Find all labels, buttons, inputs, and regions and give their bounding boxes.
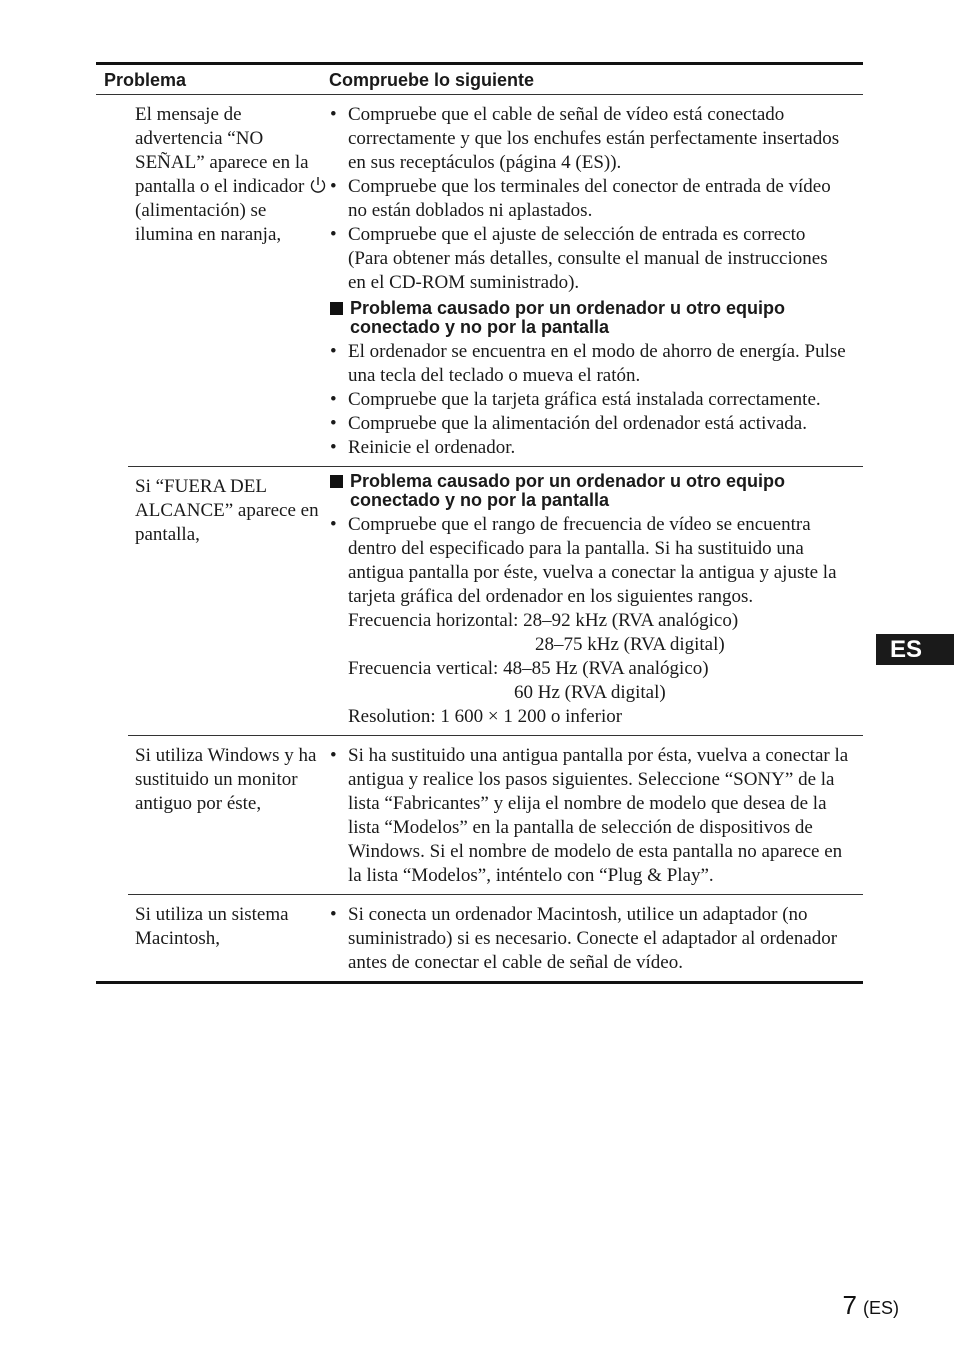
table-row [96,466,863,735]
table-header [96,65,863,95]
table-row [96,894,863,981]
problem-cell: Si “FUERA DEL ALCANCE” aparece en pantalla, [135,476,319,545]
problem-cell: Si utiliza un sistema Macintosh, [135,904,289,949]
table-row [96,95,863,466]
list-item: • Reinicie el ordenador. [329,436,849,460]
list-item: • Compruebe que el cable de señal de vídeo está conectado correctamente y que los enchufes están perfectamente insertados en sus receptáculos (página 4 (ES)). [329,103,849,175]
page-number-value: 7 [842,1290,857,1320]
language-tab: ES [876,634,954,665]
freq-horizontal: Frecuencia horizontal: 28–92 kHz (RVA analógico) [348,610,739,631]
square-bullet-icon [330,302,343,315]
frequency-block [329,609,849,729]
troubleshooting-table [96,62,863,984]
table-row [96,735,863,894]
power-icon [309,175,327,195]
list-item: • Compruebe que los terminales del conector de entrada de vídeo no están doblados ni aplastados. [329,175,849,223]
check-cell [329,467,863,735]
subheading: Problema causado por un ordenador u otro equipo conectado y no por la pantalla [329,472,849,510]
list-item: • El ordenador se encuentra en el modo de ahorro de energía. Pulse una tecla del teclado o mueva el ratón. [329,340,849,388]
resolution: Resolution: 1 600 × 1 200 o inferior [348,706,623,727]
list-item: • Si conecta un ordenador Macintosh, utilice un adaptador (no suministrado) si es necesario. Conecte el adaptador al ordenador antes de conectar el cable de señal de vídeo. [329,903,849,975]
list-item: • Compruebe que la alimentación del ordenador está activada. [329,412,849,436]
square-bullet-icon [330,475,343,488]
problem-cell: Si utiliza Windows y ha sustituido un monitor antiguo por éste, [135,745,317,814]
list-item: • Compruebe que el rango de frecuencia de vídeo se encuentra dentro del especificado para la pantalla. Si ha sustituido una antigua pantalla por éste, vuelva a conectar la antigua y ajuste la tarjeta gráfica del ordenador en los siguientes rangos. [329,513,849,609]
freq-horizontal-digital: 28–75 kHz (RVA digital) [535,634,725,655]
page-number [843,1290,899,1321]
list-item: • Compruebe que el ajuste de selección de entrada es correcto (Para obtener más detalles, consulte el manual de instrucciones en el CD-ROM suministrado). [329,223,849,295]
freq-vertical: Frecuencia vertical: 48–85 Hz (RVA analógico) [348,658,709,679]
freq-vertical-digital: 60 Hz (RVA digital) [514,682,666,703]
problem-text: El mensaje de advertencia “NO SEÑAL” aparece en la pantalla o el indicador [135,104,309,197]
header-problem: Problema [104,70,187,90]
check-cell [329,895,863,981]
header-check: Compruebe lo siguiente [329,70,535,90]
list-item: • Compruebe que la tarjeta gráfica está instalada correctamente. [329,388,849,412]
page-number-suffix: (ES) [863,1298,899,1318]
problem-text-after-icon: (alimentación) se ilumina en naranja, [135,200,282,245]
list-item: • Si ha sustituido una antigua pantalla por ésta, vuelva a conectar la antigua y realice los pasos siguientes. Seleccione “SONY” de la lista “Fabricantes” y elija el nombre de modelo que desea de la lista “Modelos” en la pantalla de selección de dispositivos de Windows. Si el nombre de modelo de esta pantalla no aparece en la lista “Modelos”, inténtelo con “Plug & Play”. [329,744,849,888]
check-cell [329,736,863,894]
check-cell [329,95,863,466]
problem-cell [128,95,329,466]
subheading: Problema causado por un ordenador u otro equipo conectado y no por la pantalla [329,299,849,337]
